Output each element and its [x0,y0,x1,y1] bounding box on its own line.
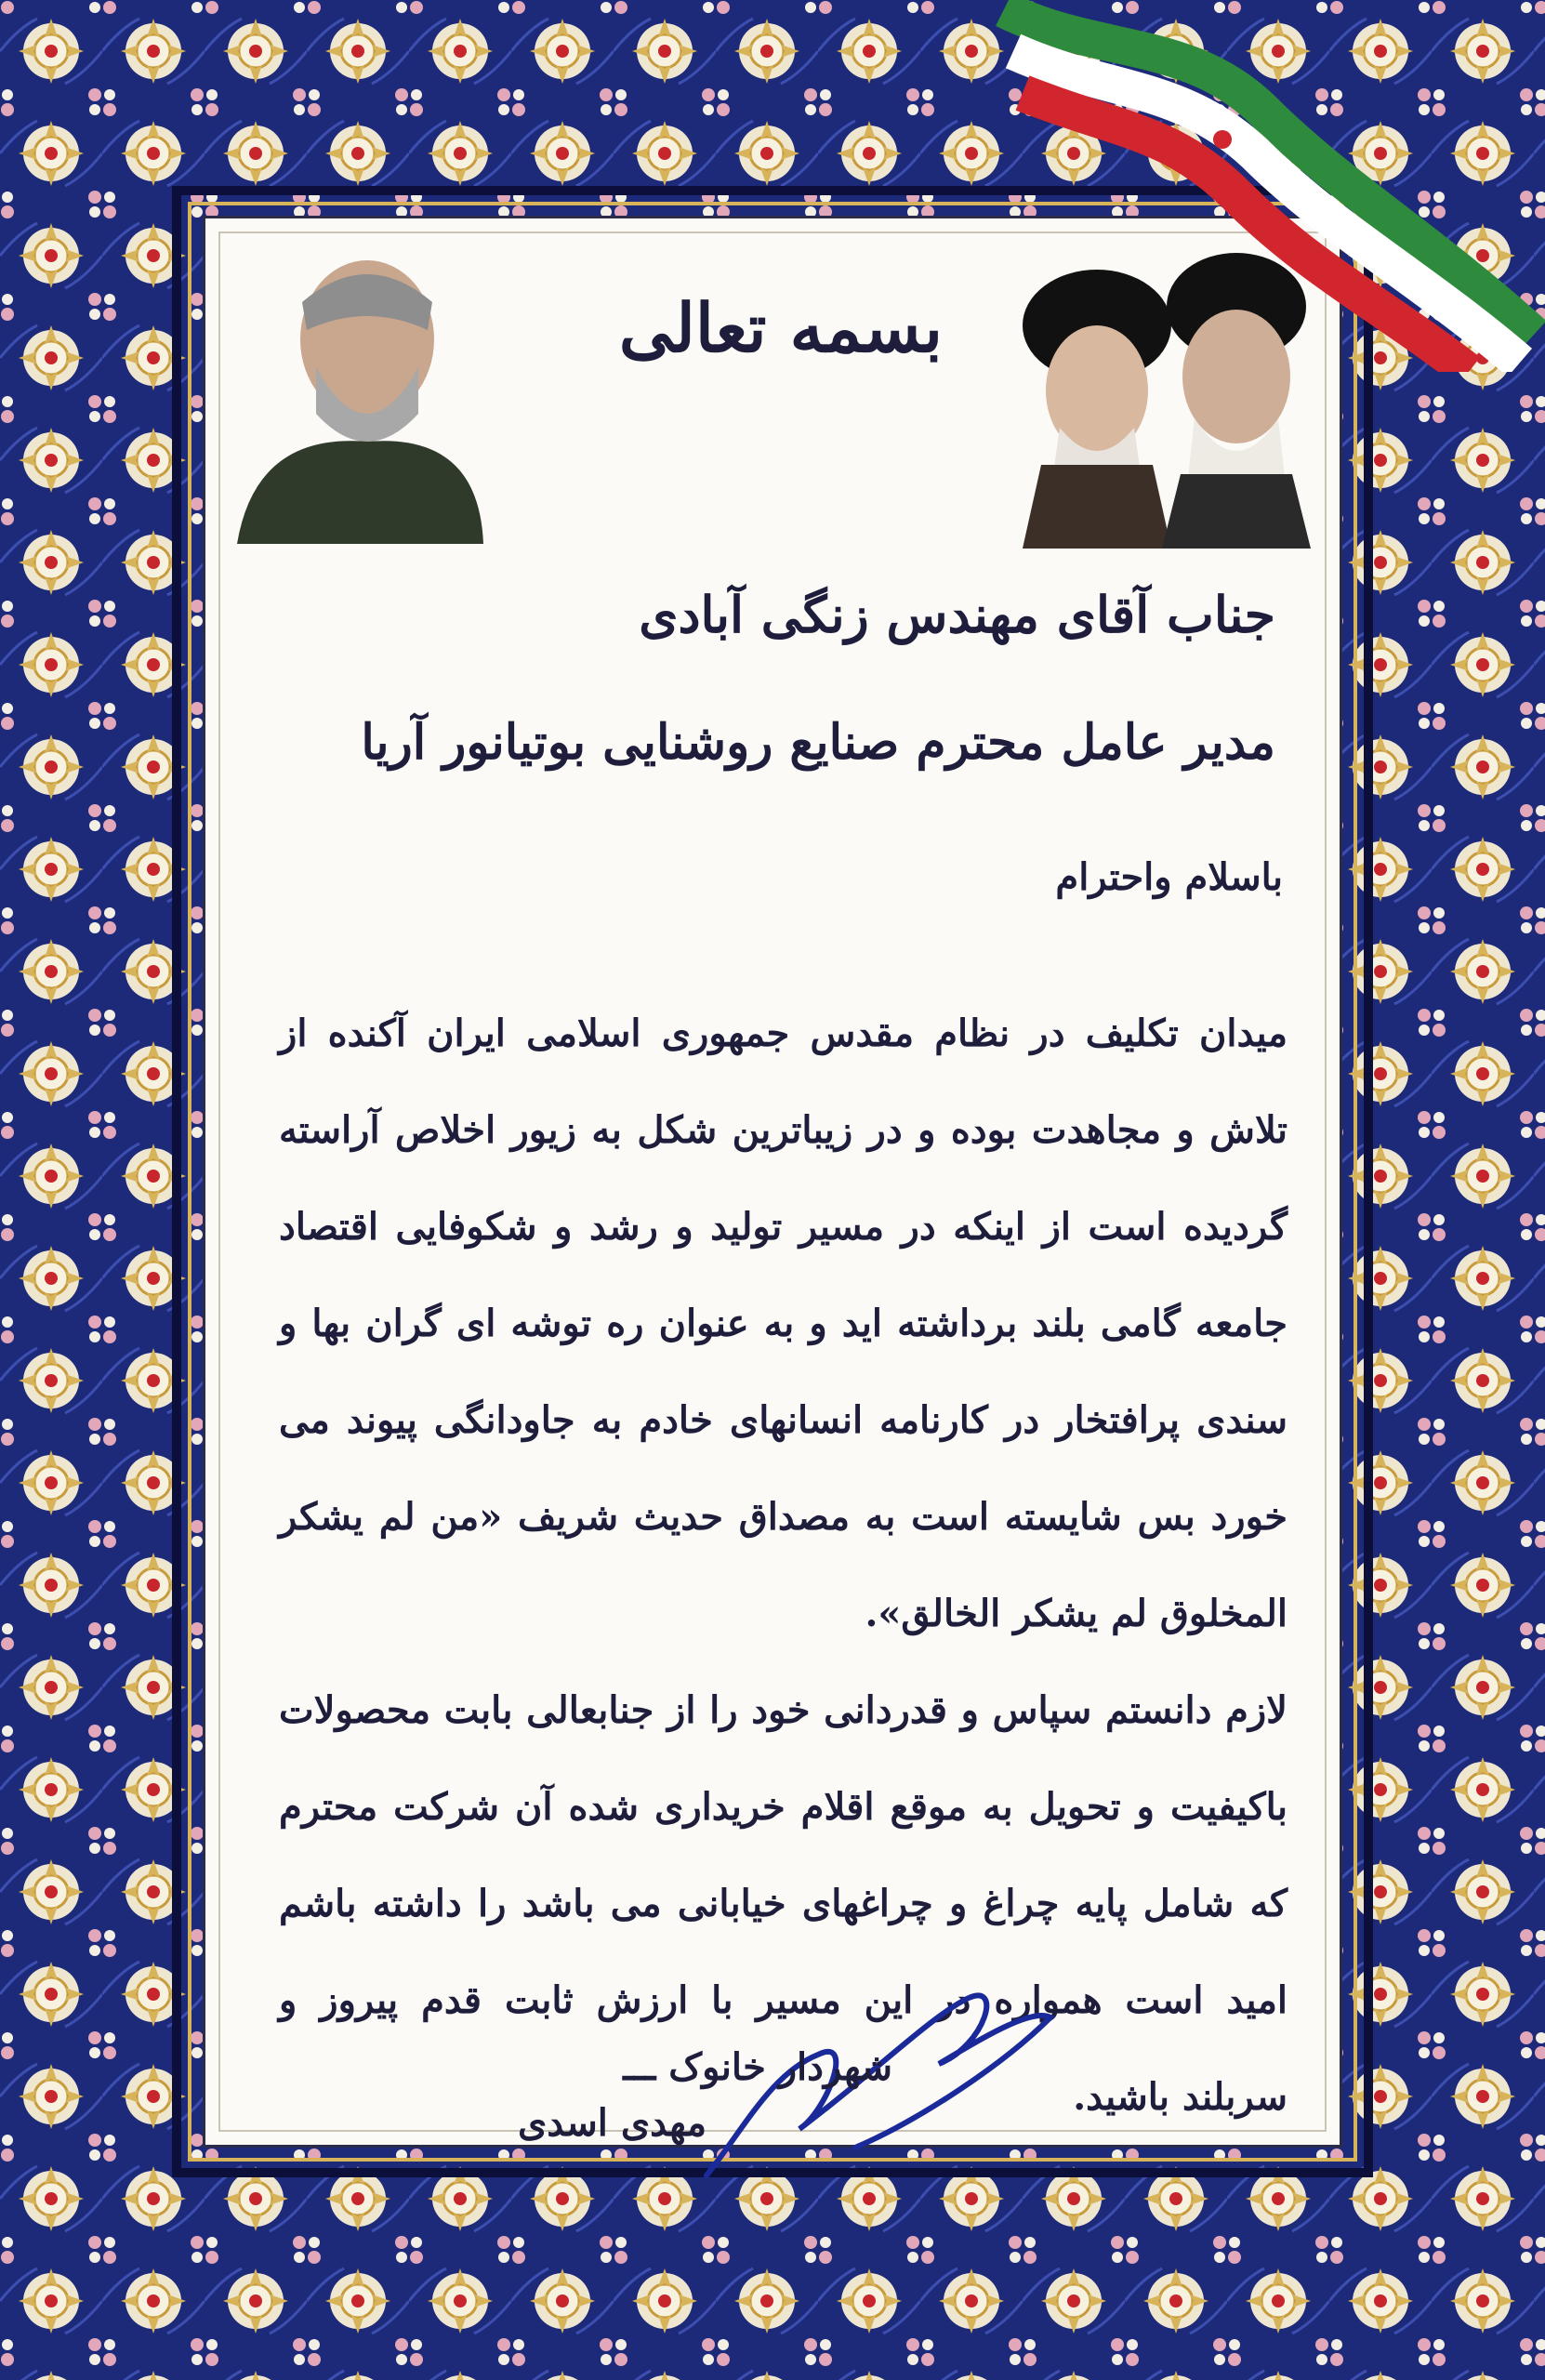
body-paragraph: لازم دانستم سپاس و قدردانی خود را از جنابعالی بابت محصولات باکیفیت و تحویل به موقع اقلام خریداری شده آن شرکت محترم که شامل پایه چراغ و چراغهای خیابانی می باشد را داشته باشم امید است همواره در این مسیر با ارزش ثابت قدم پیروز و سربلند باشید. [279,1688,1288,2119]
signer-separator: ـــ [623,2045,656,2089]
addressee-line: جناب آقای مهندس زنگی آبادی [639,585,1275,644]
body-paragraph: میدان تکلیف در نظام مقدس جمهوری اسلامی ایران آکنده از تلاش و مجاهدت بوده و در زیباترین شکل به زیور اخلاص آراسته گردیده است از اینکه در مسیر تولید و رشد و شکوفایی اقتصاد جامعه گامی بلند برداشته اید و به عنوان ره توشه ای گران بها و سندی پرافتخار در کارنامه انسانهای خادم به جاودانگی پیوند می خورد بس شایسته است به مصداق حدیث شریف «من لم یشکر المخلوق لم یشکر الخالق». [279,1012,1288,1635]
greeting-line: باسلام واحترام [1055,855,1283,899]
signer-role [521,2045,892,2089]
portrait-left-image [228,246,488,544]
signer-name: مهدی اسدی [517,2101,706,2145]
bismillah-heading: بسمه تعالی [618,288,944,367]
portrait-right-image [1004,251,1320,549]
recipient-title-line: مدیر عامل محترم صنایع روشنایی بوتیانور آریا [361,714,1275,771]
signer-role-text: شهردار خانوک [668,2045,892,2089]
